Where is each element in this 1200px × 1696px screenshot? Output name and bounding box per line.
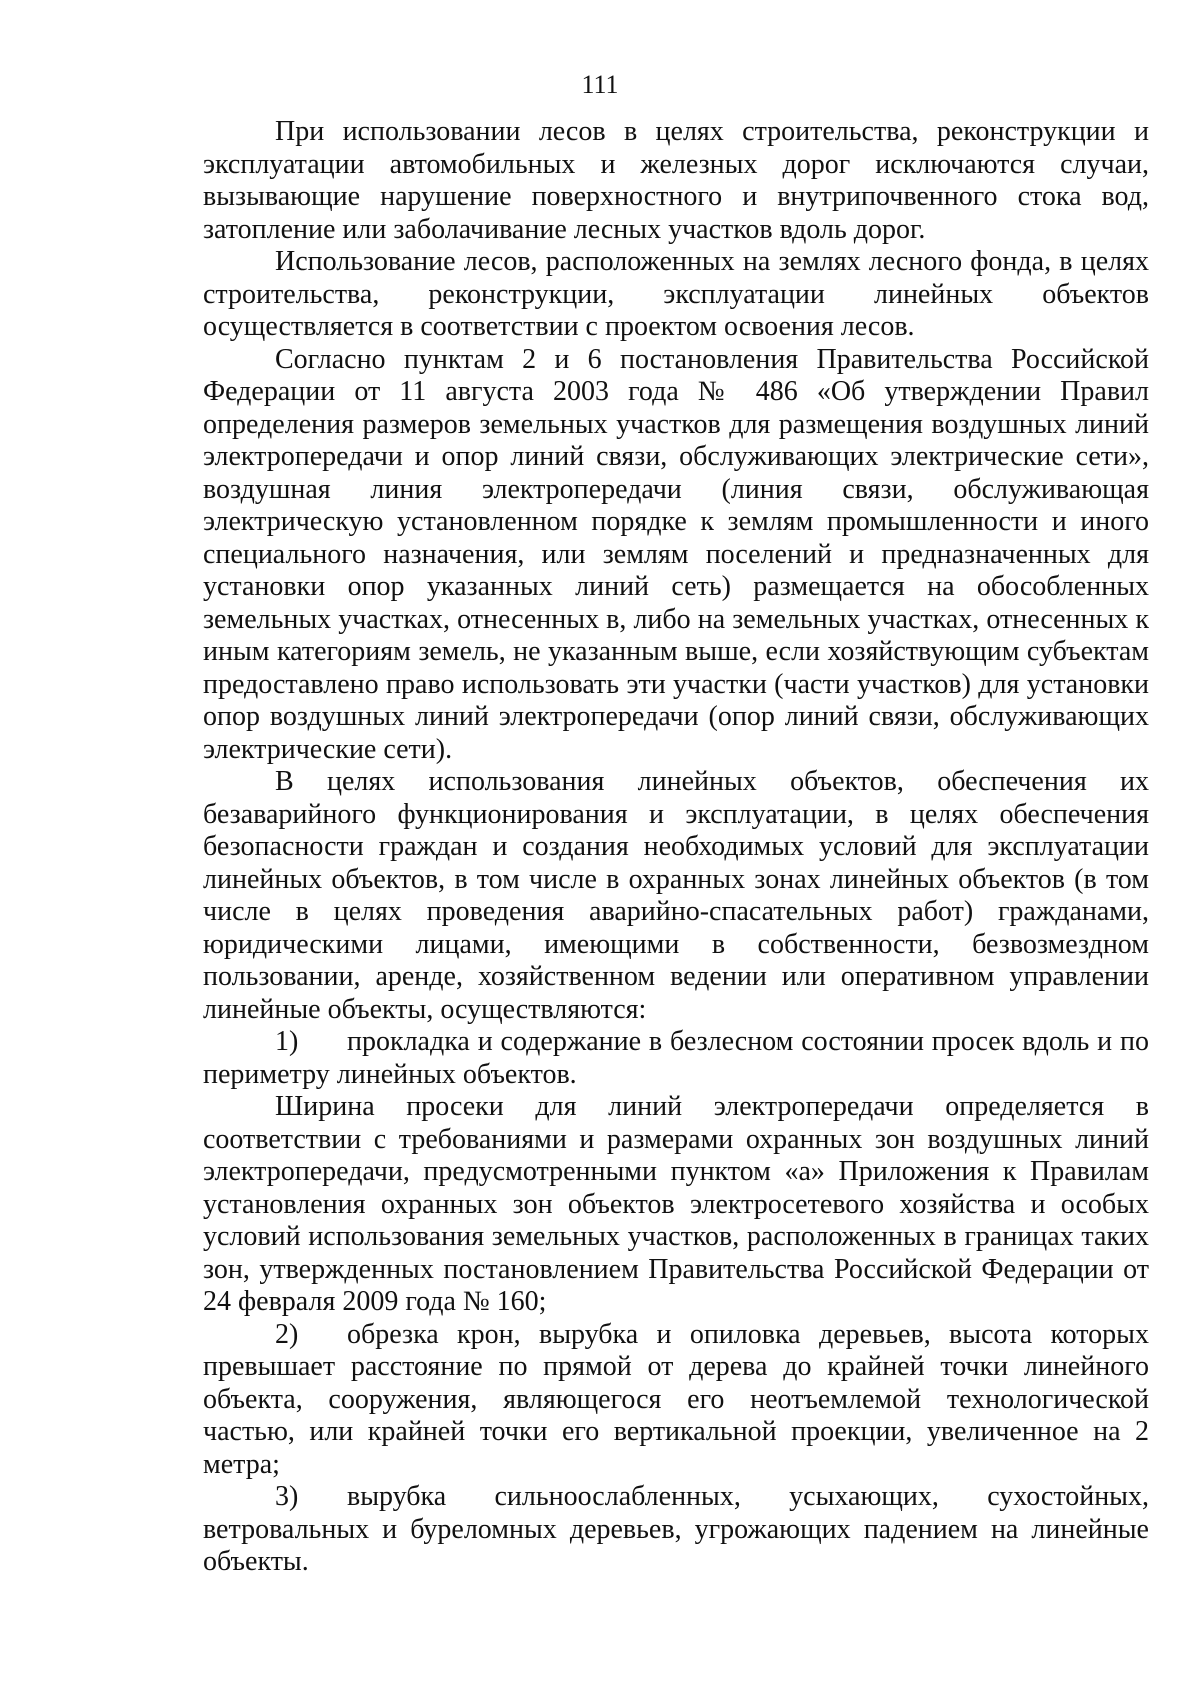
list-item-text: вырубка сильноослабленных, усыхающих, сухостойных, ветровальных и буреломных деревьев, угрожающих падением на линейные объекты.: [203, 1481, 1149, 1577]
document-body: [203, 116, 1149, 1579]
list-item-text: прокладка и содержание в безлесном состоянии просек вдоль и по периметру линейных объектов.: [203, 1026, 1149, 1090]
list-item-1: [203, 1026, 1149, 1091]
paragraph-linear-objects-purposes: В целях использования линейных объектов, обеспечения их безаварийного функционирования и эксплуатации, в целях обеспечения безопасности граждан и создания необходимых условий для эксплуатации линейных объектов, в том числе в охранных зонах линейных объектов (в том числе в целях проведения аварийно-спасательных работ) гражданами, юридическими лицами, имеющими в собственности, безвозмездном пользовании, аренде, хозяйственном ведении или оперативном управлении линейные объекты, осуществляются:: [203, 766, 1149, 1025]
list-item-3: [203, 1481, 1149, 1579]
list-item-number: 1): [275, 1026, 299, 1057]
list-item-number: 2): [275, 1318, 299, 1350]
paragraph-clearing-width: Ширина просеки для линий электропередачи определяется в соответствии с требованиями и размерами охранных зон воздушных линий электропередачи, предусмотренными пунктом «а» Приложения к Правилам установления охранных зон объектов электросетевого хозяйства и особых условий использования земельных участков, расположенных в границах таких зон, утвержденных постановлением Правительства Российской Федерации от 24 февраля 2009 года № 160;: [203, 1091, 1149, 1317]
paragraph-government-resolution: Согласно пунктам 2 и 6 постановления Правительства Российской Федерации от 11 августа 2003 года № 486 «Об утверждении Правил определения размеров земельных участков для размещения воздушных линий электропередачи и опор линий связи, обслуживающих электрические сети», воздушная линия электропередачи (линия связи, обслуживающая электрическую установленном порядке к землям промышленности и иного специального назначения, или землям поселений и предназначенных для установки опор указанных линий сеть) размещается на обособленных земельных участках, отнесенных в, либо на земельных участках, отнесенных к иным категориям земель, не указанным выше, если хозяйствующим субъектам предоставлено право использовать эти участки (части участков) для установки опор воздушных линий электропередачи (опор линий связи, обслуживающих электрические сети).: [203, 343, 1149, 765]
page-number: 111: [581, 70, 619, 99]
paragraph-forest-fund-use: Использование лесов, расположенных на землях лесного фонда, в целях строительства, реконструкции, эксплуатации линейных объектов осуществляется в соответствии с проектом освоения лесов.: [203, 246, 1149, 342]
list-item-2: [203, 1319, 1149, 1482]
list-item-number: 3): [275, 1481, 299, 1512]
paragraph-road-construction: При использовании лесов в целях строительства, реконструкции и эксплуатации автомобильных и железных дорог исключаются случаи, вызывающие нарушение поверхностного и внутрипочвенного стока вод, затопление или заболачивание лесных участков вдоль дорог.: [203, 116, 1149, 245]
list-item-text: обрезка крон, вырубка и опиловка деревьев, высота которых превышает расстояние по прямой от дерева до крайней точки линейного объекта, сооружения, являющегося его неотъемлемой технологической частью, или крайней точки его вертикальной проекции, увеличенное на 2 метра;: [203, 1318, 1149, 1480]
